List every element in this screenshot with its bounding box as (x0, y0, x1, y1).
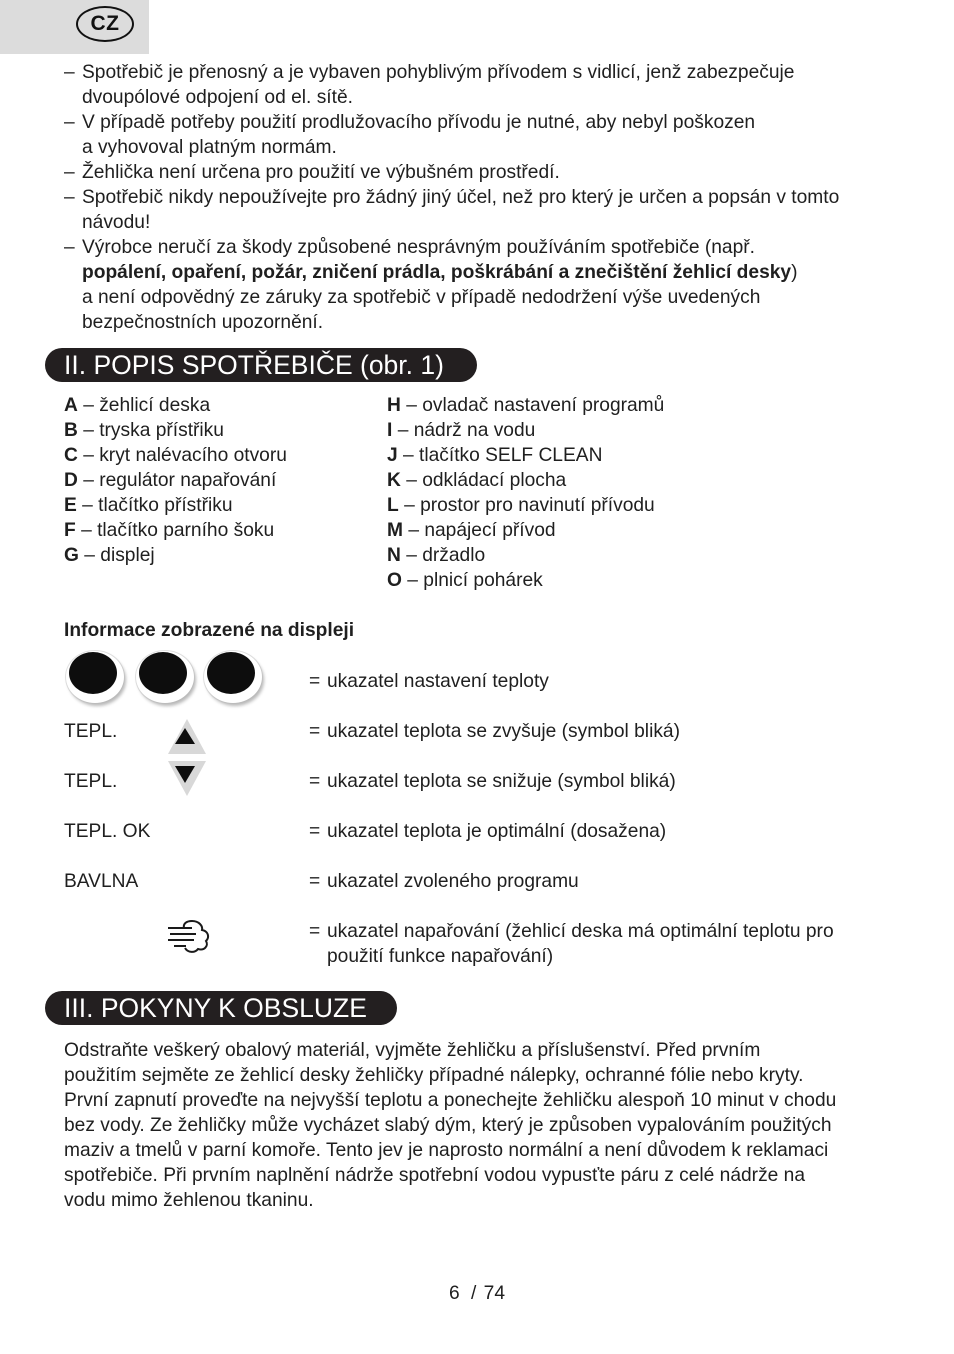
section-heading-instructions: III. POKYNY K OBSLUZE (45, 991, 397, 1025)
bullet-dash: – (64, 62, 75, 83)
display-row-description (309, 919, 899, 969)
part-label: – nádrž na vodu (397, 420, 536, 441)
part-item (387, 418, 664, 443)
bullet-item (64, 160, 894, 185)
bullet-line: Žehlička není určena pro použití ve výbušném prostředí. (82, 162, 560, 183)
description-text: ukazatel napařování (žehlicí deska má optimální teplotu pro (327, 921, 834, 942)
display-row-label: TEPL. OK (64, 821, 151, 842)
description-text: ukazatel teplota se zvyšuje (symbol bliká) (327, 721, 680, 742)
three-dots-icon (64, 648, 274, 704)
language-badge: CZ (76, 6, 134, 42)
bullet-line: Spotřebič nikdy nepoužívejte pro žádný jiný účel, než pro který je určen a popsán v tomto (82, 187, 840, 208)
bullet-line (82, 260, 894, 285)
part-item (64, 518, 287, 543)
part-label: – prostor pro navinutí přívodu (404, 495, 655, 516)
description-text: ukazatel nastavení teploty (327, 671, 549, 692)
equals-sign: = (309, 871, 321, 892)
bullet-dash: – (64, 162, 75, 183)
bullet-item (64, 60, 894, 110)
display-row-label: TEPL. (64, 721, 118, 742)
arrow-up-icon (166, 716, 208, 758)
paragraph-line: spotřebiče. Při prvním naplnění nádrže spotřební vodou vypusťte páru z celé nádrže na (64, 1165, 806, 1186)
equals-sign: = (309, 671, 321, 692)
part-item (387, 493, 664, 518)
part-letter: N (387, 545, 401, 566)
part-label: – ovladač nastavení programů (406, 395, 665, 416)
instructions-paragraph (64, 1038, 894, 1213)
bullet-dash: – (64, 112, 75, 133)
part-letter: A (64, 395, 78, 416)
bullet-item (64, 110, 894, 160)
part-label: – odkládací plocha (406, 470, 567, 491)
part-item (387, 468, 664, 493)
part-item (64, 443, 287, 468)
bullet-dash: – (64, 187, 75, 208)
part-letter: I (387, 420, 393, 441)
display-info-heading: Informace zobrazené na displeji (64, 620, 355, 641)
paragraph-line: maziv a tmelů v parní komoře. Tento jev je naprosto normální a není důvodem k reklamaci (64, 1140, 829, 1161)
display-row-description (309, 819, 899, 844)
page-number (0, 1282, 954, 1306)
display-row-description (309, 769, 899, 794)
part-label: – regulátor napařování (83, 470, 277, 491)
parts-list-left (64, 393, 287, 568)
language-tab (0, 0, 149, 54)
part-item (387, 568, 664, 593)
part-letter: J (387, 445, 398, 466)
part-letter: E (64, 495, 77, 516)
display-row-description (309, 669, 899, 694)
equals-sign: = (309, 771, 321, 792)
part-label: – displej (84, 545, 155, 566)
part-label: – kryt nalévacího otvoru (83, 445, 287, 466)
bullet-item (64, 235, 894, 335)
display-row-label: TEPL. (64, 771, 118, 792)
part-letter: B (64, 420, 78, 441)
part-letter: H (387, 395, 401, 416)
paragraph-line: vodu mimo žehlenou tkaninu. (64, 1190, 314, 1211)
page-current: 6 (448, 1283, 460, 1304)
part-letter: F (64, 520, 76, 541)
part-item (387, 393, 664, 418)
section-heading-description: II. POPIS SPOTŘEBIČE (obr. 1) (45, 348, 477, 382)
bullet-line: bezpečnostních upozornění. (82, 312, 324, 333)
part-label: – napájecí přívod (408, 520, 556, 541)
equals-sign: = (309, 821, 321, 842)
bullet-line: V případě potřeby použití prodlužovacího přívodu je nutné, aby nebyl poškozen (82, 112, 756, 133)
arrow-down-icon (166, 758, 208, 800)
steam-icon (166, 918, 212, 954)
part-letter: G (64, 545, 79, 566)
display-row-label: BAVLNA (64, 871, 139, 892)
temperature-dot-icon (64, 648, 124, 702)
temperature-dot-icon (202, 648, 262, 702)
bullet-line: a vyhovoval platným normám. (82, 137, 337, 158)
paragraph-line: použitím sejměte ze žehlicí desky žehličky případné nálepky, ochranné fólie nebo kryty. (64, 1065, 804, 1086)
part-item (387, 543, 664, 568)
part-item (64, 468, 287, 493)
equals-sign: = (309, 921, 321, 942)
part-item (387, 443, 664, 468)
part-item (64, 493, 287, 518)
bullet-dash: – (64, 237, 75, 258)
part-item (64, 418, 287, 443)
temperature-dot-icon (134, 648, 194, 702)
part-letter: D (64, 470, 78, 491)
part-label: – držadlo (406, 545, 486, 566)
part-label: – tlačítko SELF CLEAN (403, 445, 603, 466)
part-letter: M (387, 520, 403, 541)
part-label: – tryska přístřiku (83, 420, 224, 441)
bullet-line: dvoupólové odpojení od el. sítě. (82, 87, 353, 108)
bullet-line: Výrobce neručí za škody způsobené nesprávným používáním spotřebiče (např. (82, 237, 755, 258)
bullet-closing-paren: ) (791, 262, 798, 283)
part-item (64, 393, 287, 418)
description-text: ukazatel teplota se snižuje (symbol bliká) (327, 771, 676, 792)
part-letter: K (387, 470, 401, 491)
parts-list-right (387, 393, 664, 593)
paragraph-line: bez vody. Ze žehličky může vycházet slabý dým, který je způsoben vypalováním použitých (64, 1115, 832, 1136)
bullet-line: a není odpovědný ze záruky za spotřebič v případě nedodržení výše uvedených (82, 287, 761, 308)
part-label: – žehlicí deska (83, 395, 211, 416)
description-text: ukazatel zvoleného programu (327, 871, 579, 892)
bullet-bold-text: popálení, opaření, požár, zničení prádla, poškrábání a znečištění žehlicí desky (82, 262, 792, 283)
equals-sign: = (309, 721, 321, 742)
part-item (64, 543, 287, 568)
part-label: – tlačítko parního šoku (81, 520, 275, 541)
part-label: – plnicí pohárek (407, 570, 543, 591)
page-separator: / (470, 1283, 477, 1304)
part-item (387, 518, 664, 543)
description-text-line2: použití funkce napařování) (327, 946, 554, 967)
paragraph-line: Odstraňte veškerý obalový materiál, vyjměte žehličku a příslušenství. Před prvním (64, 1040, 761, 1061)
bullet-line: návodu! (82, 212, 151, 233)
part-letter: L (387, 495, 399, 516)
page-total: 74 (483, 1283, 506, 1304)
part-letter: C (64, 445, 78, 466)
display-row-description (309, 719, 899, 744)
safety-bullets (64, 60, 894, 335)
paragraph-line: První zapnutí proveďte na nejvyšší teplotu a ponechejte žehličku alespoň 10 minut v chodu (64, 1090, 837, 1111)
bullet-line: Spotřebič je přenosný a je vybaven pohyblivým přívodem s vidlicí, jenž zabezpečuje (82, 62, 795, 83)
description-text: ukazatel teplota je optimální (dosažena) (327, 821, 667, 842)
part-letter: O (387, 570, 402, 591)
bullet-item (64, 185, 894, 235)
display-row-description (309, 869, 899, 894)
part-label: – tlačítko přístřiku (82, 495, 233, 516)
